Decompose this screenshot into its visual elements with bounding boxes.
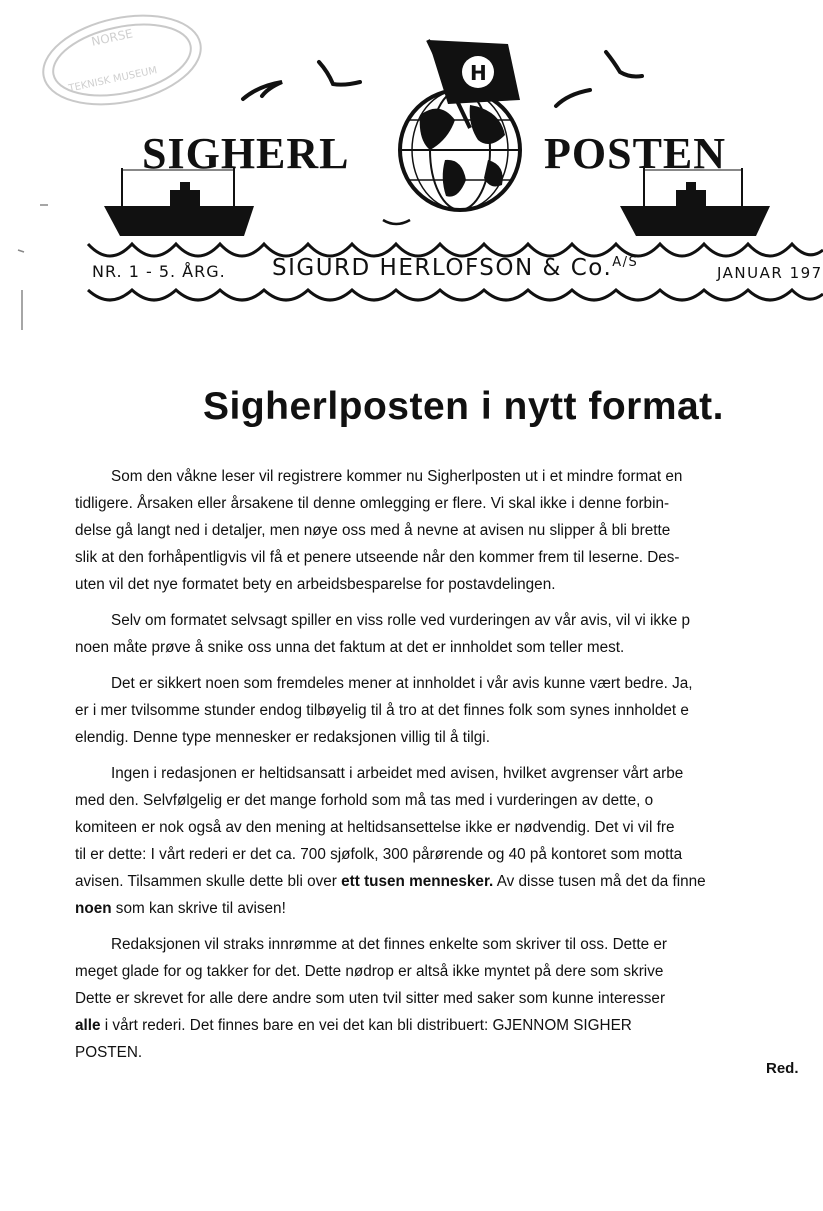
emphasis-text: ett tusen mennesker. bbox=[341, 873, 494, 890]
article-body bbox=[75, 463, 823, 1075]
stamp-text-1: NORSE bbox=[90, 26, 135, 49]
article-line-mixed bbox=[75, 868, 823, 895]
masthead bbox=[0, 0, 823, 330]
stamp-text-2: TEKNISK MUSEUM bbox=[67, 65, 159, 95]
article-line: POSTEN. bbox=[75, 1044, 143, 1061]
article-line-mixed bbox=[75, 1012, 823, 1039]
article-line: tidligere. Årsaken eller årsakene til denne omlegging er flere. Vi skal ikke i denne forbin- bbox=[75, 495, 670, 512]
article-text: som kan skrive til avisen! bbox=[115, 900, 286, 917]
article-paragraph-5 bbox=[75, 931, 823, 1066]
archive-stamp bbox=[35, 2, 209, 117]
emphasis-text: alle bbox=[75, 1017, 101, 1034]
page-title: Sigherlposten i nytt format. bbox=[202, 385, 725, 428]
emphasis-text: noen bbox=[75, 900, 112, 917]
article-text: i vårt rederi. Det finnes bare en vei det kan bli distribuert: GJENNOM SIGHER bbox=[104, 1017, 632, 1034]
article-line: slik at den forhåpentligvis vil få et penere utseende når den kommer frem til leserne. Des- bbox=[75, 549, 680, 566]
article-line: uten vil det nye formatet bety en arbeidsbesparelse for postavdelingen. bbox=[75, 576, 556, 593]
article-line-mixed bbox=[75, 895, 823, 922]
article-paragraph-3 bbox=[75, 670, 823, 751]
company-suffix: A/S bbox=[612, 255, 639, 270]
article-line: Ingen i redasjonen er heltidsansatt i arbeidet med avisen, hvilket avgrenser vårt arbe bbox=[111, 765, 684, 782]
article-line: Selv om formatet selvsagt spiller en viss rolle ved vurderingen av vår avis, vil vi ikke p bbox=[111, 612, 690, 629]
signature: Red. bbox=[766, 1060, 799, 1077]
flag-letter: H bbox=[470, 61, 487, 85]
wave-border-bottom bbox=[88, 290, 823, 300]
article-line: meget glade for og takker for det. Dette nødrop er altså ikke myntet på dere som skrive bbox=[75, 963, 664, 980]
article-paragraph-1 bbox=[75, 463, 823, 598]
article-line: noen måte prøve å snike oss unna det faktum at det er innholdet som teller mest. bbox=[75, 639, 625, 656]
article-paragraph-2 bbox=[75, 607, 823, 661]
article-line: til er dette: I vårt rederi er det ca. 700 sjøfolk, 300 pårørende og 40 på kontoret som motta bbox=[75, 846, 683, 863]
article-text: Av disse tusen må det da finne bbox=[493, 873, 706, 890]
margin-marks bbox=[18, 205, 66, 330]
company-name-text: SIGURD HERLOFSON & Co. bbox=[272, 255, 613, 281]
article-line: Dette er skrevet for alle dere andre som uten tvil sitter med saker som kunne interesser bbox=[75, 990, 666, 1007]
masthead-title-right: POSTEN bbox=[544, 129, 727, 178]
issue-date: JANUAR 197 bbox=[717, 264, 823, 282]
article-line: Som den våkne leser vil registrere kommer nu Sigherlposten ut i et mindre format en bbox=[111, 468, 683, 485]
article-line: delse gå langt ned i detaljer, men nøye oss med å nevne at avisen nu slipper å bli brette bbox=[75, 522, 671, 539]
article-line: Det er sikkert noen som fremdeles mener at innholdet i vår avis kunne vært bedre. Ja, bbox=[111, 675, 693, 692]
masthead-title-left: SIGHERL bbox=[142, 129, 350, 178]
article-line: Redaksjonen vil straks innrømme at det finnes enkelte som skriver til oss. Dette er bbox=[111, 936, 667, 953]
article-line: elendig. Denne type mennesker er redaksjonen villig til å tilgi. bbox=[75, 729, 490, 746]
article-text: avisen. Tilsammen skulle dette bli over bbox=[75, 873, 337, 890]
article-paragraph-4 bbox=[75, 760, 823, 922]
article-line: komiteen er nok også av den mening at heltidsansettelse ikke er nødvendig. Det vi vil fre bbox=[75, 819, 675, 836]
article-line: med den. Selvfølgelig er det mange forhold som må tas med i vurderingen av dette, o bbox=[75, 792, 654, 809]
issue-number: NR. 1 - 5. ÅRG. bbox=[92, 262, 226, 281]
company-name bbox=[272, 255, 638, 281]
article-line: er i mer tvilsomme stunder endog tilbøyelig til å tro at det finnes folk som synes innholdet e bbox=[75, 702, 689, 719]
